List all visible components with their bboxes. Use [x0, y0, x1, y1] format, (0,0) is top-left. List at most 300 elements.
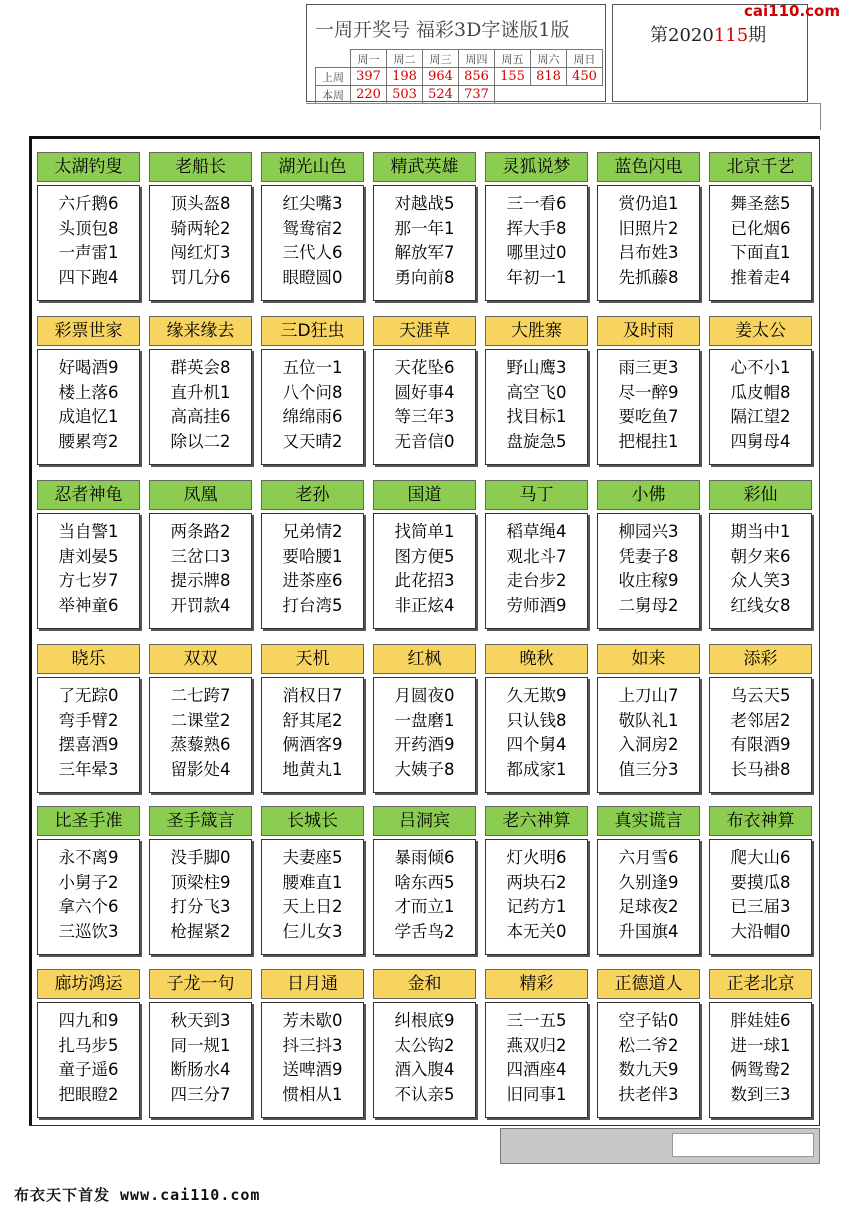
riddle-line: 隔江望2	[730, 407, 791, 426]
riddle-cell	[37, 644, 140, 794]
riddle-line: 蒸藜熟6	[170, 735, 231, 754]
riddle-line: 楼上落6	[58, 382, 119, 402]
riddle-line: 举神童6	[58, 595, 119, 615]
riddle-line: 顶头盔8	[170, 194, 231, 213]
author-name: 正德道人	[597, 969, 700, 999]
author-name: 国道	[373, 480, 476, 510]
riddle-line: 大姨子8	[394, 759, 455, 779]
riddle-line: 野山鹰3	[506, 358, 567, 377]
author-name: 灵狐说梦	[485, 152, 588, 182]
author-name: 太湖钓叟	[37, 152, 140, 182]
riddle-line: 打分飞3	[170, 897, 231, 916]
riddle-line: 啥东西5	[394, 872, 455, 892]
riddle-cell	[709, 480, 812, 630]
riddle-box	[485, 185, 588, 301]
riddle-line: 仨儿女3	[282, 921, 343, 941]
riddle-line: 本无关0	[506, 921, 567, 941]
riddle-box	[597, 349, 700, 465]
author-name: 大胜寨	[485, 316, 588, 346]
this-week-number: 524	[423, 86, 459, 104]
author-name: 湖光山色	[261, 152, 364, 182]
riddle-cell	[37, 969, 140, 1119]
riddle-line: 心不小1	[730, 358, 791, 377]
riddle-line: 众人笑3	[730, 571, 791, 590]
riddle-line: 高空飞0	[506, 382, 567, 402]
riddle-line: 数到三3	[730, 1084, 791, 1104]
riddle-box	[37, 1002, 140, 1118]
riddle-box	[709, 839, 812, 955]
riddle-line: 上刀山7	[618, 686, 679, 705]
riddle-box	[597, 839, 700, 955]
author-name: 子龙一句	[149, 969, 252, 999]
riddle-box	[261, 185, 364, 301]
riddle-line: 二课堂2	[170, 710, 231, 730]
riddle-cell	[373, 152, 476, 302]
author-name: 比圣手准	[37, 806, 140, 836]
riddle-line: 走台步2	[506, 571, 567, 590]
riddle-line: 尽一醉9	[618, 382, 679, 402]
riddle-box	[373, 185, 476, 301]
riddle-box	[485, 677, 588, 793]
riddle-box	[261, 1002, 364, 1118]
riddle-line: 拿六个6	[58, 897, 119, 916]
draw-results-panel	[306, 4, 606, 102]
author-name: 彩仙	[709, 480, 812, 510]
riddle-line: 无音信0	[394, 431, 455, 451]
riddle-line: 燕双归2	[506, 1035, 567, 1055]
riddle-cell	[373, 969, 476, 1119]
riddle-line: 非正炫4	[394, 595, 455, 615]
riddle-box	[485, 513, 588, 629]
riddle-line: 三代人6	[282, 243, 343, 262]
riddle-line: 兄弟情2	[282, 522, 343, 541]
riddle-box	[37, 677, 140, 793]
riddle-line: 绵绵雨6	[282, 407, 343, 426]
riddle-line: 芳未歇0	[282, 1011, 343, 1030]
riddle-line: 四下跑4	[58, 267, 119, 287]
riddle-line: 闯红灯3	[170, 243, 231, 262]
riddle-line: 找简单1	[394, 522, 455, 541]
riddle-line: 眼瞪圆0	[282, 267, 343, 287]
riddle-cell	[597, 644, 700, 794]
riddle-cell	[373, 806, 476, 956]
author-name: 晓乐	[37, 644, 140, 674]
riddle-line: 小舅子2	[58, 872, 119, 892]
author-name: 天涯草	[373, 316, 476, 346]
riddle-line: 进一球1	[730, 1035, 791, 1055]
riddle-line: 圆好事4	[394, 382, 455, 402]
riddle-cell	[709, 644, 812, 794]
riddle-line: 月圆夜0	[394, 686, 455, 705]
riddle-box	[709, 513, 812, 629]
author-name: 双双	[149, 644, 252, 674]
riddle-line: 雨三更3	[618, 358, 679, 377]
this-week-number: 220	[351, 86, 387, 104]
riddle-line: 要摸瓜8	[730, 872, 791, 892]
riddle-line: 顶梁柱9	[170, 872, 231, 892]
riddle-line: 暴雨倾6	[394, 848, 455, 867]
riddle-cell	[149, 316, 252, 466]
riddle-box	[149, 677, 252, 793]
riddle-cell	[485, 480, 588, 630]
riddle-cell	[485, 969, 588, 1119]
riddle-line: 六月雪6	[618, 848, 679, 867]
riddle-line: 惯相从1	[282, 1084, 343, 1104]
riddle-cell	[709, 806, 812, 956]
author-name: 长城长	[261, 806, 364, 836]
riddle-line: 有限酒9	[730, 735, 791, 754]
author-name: 老六神算	[485, 806, 588, 836]
riddle-line: 劳师酒9	[506, 595, 567, 615]
riddle-line: 那一年1	[394, 218, 455, 238]
riddle-line: 好喝酒9	[58, 358, 119, 377]
riddle-cell	[597, 969, 700, 1119]
footer-text[interactable]: 布衣天下首发 www.cai110.com	[14, 1186, 261, 1204]
riddle-cell	[709, 316, 812, 466]
author-name: 日月通	[261, 969, 364, 999]
riddle-line: 俩鸳鸯2	[730, 1060, 791, 1079]
riddle-line: 摆喜酒9	[58, 735, 119, 754]
author-name: 姜太公	[709, 316, 812, 346]
riddle-cell	[709, 969, 812, 1119]
riddle-line: 扶老伴3	[618, 1084, 679, 1104]
riddle-line: 腰累弯2	[58, 431, 119, 451]
riddle-cell	[37, 806, 140, 956]
bottom-panel-inner	[672, 1133, 814, 1157]
riddle-box	[597, 1002, 700, 1118]
riddle-line: 只认钱8	[506, 710, 567, 730]
riddle-line: 一声雷1	[58, 243, 119, 262]
riddle-line: 下面直1	[730, 243, 791, 262]
riddle-line: 三巡饮3	[58, 921, 119, 941]
last-week-number: 964	[423, 68, 459, 86]
author-name: 彩票世家	[37, 316, 140, 346]
author-name: 晚秋	[485, 644, 588, 674]
last-week-label: 上周	[316, 68, 351, 86]
riddle-line: 解放军7	[394, 243, 455, 262]
riddle-cell	[37, 316, 140, 466]
riddle-line: 记药方1	[506, 897, 567, 916]
riddle-line: 成追忆1	[58, 407, 119, 426]
author-name: 如来	[597, 644, 700, 674]
riddle-line: 松二爷2	[618, 1035, 679, 1055]
riddle-line: 瓜皮帽8	[730, 382, 791, 402]
riddle-line: 头顶包8	[58, 218, 119, 238]
riddle-line: 一盘磨1	[394, 710, 455, 730]
riddle-line: 等三年3	[394, 407, 455, 426]
riddle-box	[149, 839, 252, 955]
riddle-cell	[261, 644, 364, 794]
riddle-line: 四酒座4	[506, 1060, 567, 1079]
riddle-cell	[485, 152, 588, 302]
riddle-line: 两条路2	[170, 522, 231, 541]
riddle-box	[709, 349, 812, 465]
riddle-line: 才而立1	[394, 897, 455, 916]
day-header: 周一	[351, 50, 387, 68]
riddle-line: 三年晕3	[58, 759, 119, 779]
author-name: 老孙	[261, 480, 364, 510]
riddle-cell	[149, 969, 252, 1119]
riddle-cell	[485, 806, 588, 956]
author-name: 天机	[261, 644, 364, 674]
author-name: 及时雨	[597, 316, 700, 346]
riddle-line: 又天晴2	[282, 431, 343, 451]
riddle-line: 红线女8	[730, 595, 791, 615]
riddle-line: 断肠水4	[170, 1060, 231, 1079]
author-name: 红枫	[373, 644, 476, 674]
riddle-line: 赏仍追1	[618, 194, 679, 213]
riddle-cell	[597, 152, 700, 302]
riddle-line: 数九天9	[618, 1060, 679, 1079]
header-divider	[306, 103, 821, 130]
riddle-box	[373, 839, 476, 955]
riddle-line: 长马褂8	[730, 759, 791, 779]
riddle-line: 纠根底9	[394, 1011, 455, 1030]
riddle-line: 足球夜2	[618, 897, 679, 916]
riddle-line: 柳园兴3	[618, 522, 679, 541]
riddle-line: 除以二2	[170, 431, 231, 451]
riddle-line: 秋天到3	[170, 1011, 231, 1030]
author-name: 蓝色闪电	[597, 152, 700, 182]
riddle-line: 凭妻子8	[618, 546, 679, 566]
riddle-cell	[37, 480, 140, 630]
riddle-line: 开罚款4	[170, 595, 231, 615]
riddle-line: 红尖嘴3	[282, 194, 343, 213]
riddle-cell	[37, 152, 140, 302]
riddle-line: 天花坠6	[394, 358, 455, 377]
riddle-line: 乌云天5	[730, 686, 791, 705]
riddle-cell	[261, 152, 364, 302]
riddle-line: 年初一1	[506, 267, 567, 287]
author-name: 马丁	[485, 480, 588, 510]
riddle-line: 抖三抖3	[282, 1035, 343, 1055]
riddle-line: 久别逢9	[618, 872, 679, 892]
riddle-box	[709, 1002, 812, 1118]
author-name: 北京千艺	[709, 152, 812, 182]
last-week-number: 397	[351, 68, 387, 86]
riddle-line: 久无欺9	[506, 686, 567, 705]
riddle-line: 哪里过0	[506, 243, 567, 262]
riddle-line: 俩酒客9	[282, 735, 343, 754]
author-name: 廊坊鸿运	[37, 969, 140, 999]
riddle-box	[373, 513, 476, 629]
riddle-line: 大沿帽0	[730, 921, 791, 941]
riddle-line: 旧照片2	[618, 218, 679, 238]
riddle-cell	[261, 316, 364, 466]
riddle-cell	[485, 316, 588, 466]
riddle-box	[261, 513, 364, 629]
riddle-cell	[149, 480, 252, 630]
riddle-line: 此花招3	[394, 571, 455, 590]
riddle-cell	[149, 152, 252, 302]
author-name: 忍者神龟	[37, 480, 140, 510]
riddle-line: 胖娃娃6	[730, 1011, 791, 1030]
riddle-box	[37, 513, 140, 629]
riddle-box	[37, 839, 140, 955]
riddle-cell	[149, 806, 252, 956]
riddle-box	[373, 677, 476, 793]
riddle-cell	[597, 480, 700, 630]
riddle-line: 空子钻0	[618, 1011, 679, 1030]
riddle-line: 收庄稼9	[618, 571, 679, 590]
last-week-number: 818	[531, 68, 567, 86]
riddle-line: 把棍拄1	[618, 431, 679, 451]
riddle-box	[485, 839, 588, 955]
riddle-line: 值三分3	[618, 759, 679, 779]
riddle-line: 爬大山6	[730, 848, 791, 867]
riddle-line: 三一看6	[506, 194, 567, 213]
author-name: 圣手箴言	[149, 806, 252, 836]
riddle-line: 当自警1	[58, 522, 119, 541]
last-week-number: 856	[459, 68, 495, 86]
riddle-line: 升国旗4	[618, 921, 679, 941]
riddle-box	[149, 1002, 252, 1118]
day-header: 周五	[495, 50, 531, 68]
page-title: 一周开奖号 福彩3D字谜版1版	[315, 19, 570, 41]
riddle-box	[149, 185, 252, 301]
riddle-cell	[485, 644, 588, 794]
riddle-line: 找目标1	[506, 407, 567, 426]
day-header: 周日	[567, 50, 603, 68]
riddle-cell	[149, 644, 252, 794]
riddle-box	[261, 677, 364, 793]
last-week-number: 198	[387, 68, 423, 86]
riddle-line: 群英会8	[170, 358, 231, 377]
riddle-line: 四九和9	[58, 1011, 119, 1030]
riddle-line: 要哈腰1	[282, 546, 343, 566]
riddle-box	[709, 677, 812, 793]
riddle-cell	[373, 480, 476, 630]
author-name: 精彩	[485, 969, 588, 999]
riddle-line: 送啤酒9	[282, 1060, 343, 1079]
riddle-line: 挥大手8	[506, 218, 567, 238]
riddle-box	[373, 1002, 476, 1118]
riddle-line: 扎马步5	[58, 1035, 119, 1055]
riddle-line: 二舅母2	[618, 595, 679, 615]
riddle-line: 舞圣慈5	[730, 194, 791, 213]
riddle-line: 夫妻座5	[282, 848, 343, 867]
riddle-line: 留影处4	[170, 759, 231, 779]
author-name: 三D狂虫	[261, 316, 364, 346]
riddle-line: 地黄丸1	[282, 759, 343, 779]
author-name: 金和	[373, 969, 476, 999]
riddle-line: 吕布姓3	[618, 243, 679, 262]
riddle-box	[261, 349, 364, 465]
riddle-line: 腰难直1	[282, 872, 343, 892]
riddle-box	[597, 513, 700, 629]
riddle-cell	[597, 316, 700, 466]
author-name: 正老北京	[709, 969, 812, 999]
riddle-line: 舒其尾2	[282, 710, 343, 730]
riddle-line: 要吃鱼7	[618, 407, 679, 426]
riddle-line: 三一五5	[506, 1011, 567, 1030]
riddle-line: 八个问8	[282, 382, 343, 402]
riddle-line: 同一规1	[170, 1035, 231, 1055]
riddle-line: 罚几分6	[170, 267, 231, 287]
riddle-cell	[373, 644, 476, 794]
riddle-line: 先抓藤8	[618, 267, 679, 287]
riddle-line: 旧同事1	[506, 1084, 567, 1104]
riddle-cell	[261, 480, 364, 630]
day-header: 周六	[531, 50, 567, 68]
riddle-line: 敬队礼1	[618, 710, 679, 730]
riddle-line: 了无踪0	[58, 686, 119, 705]
riddle-line: 弯手臂2	[58, 710, 119, 730]
riddle-line: 二七跨7	[170, 686, 231, 705]
last-week-number: 155	[495, 68, 531, 86]
riddle-box	[485, 1002, 588, 1118]
riddle-cell	[709, 152, 812, 302]
riddle-box	[37, 185, 140, 301]
site-logo[interactable]: cai110.com	[744, 2, 840, 20]
riddle-line: 太公钩2	[394, 1035, 455, 1055]
author-name: 老船长	[149, 152, 252, 182]
riddle-line: 消权日7	[282, 686, 343, 705]
riddle-line: 学舌鸟2	[394, 921, 455, 941]
author-name: 小佛	[597, 480, 700, 510]
riddle-line: 童子遥6	[58, 1060, 119, 1079]
riddle-line: 四舅母4	[730, 431, 791, 451]
riddle-line: 入洞房2	[618, 735, 679, 754]
riddle-box	[37, 349, 140, 465]
riddle-line: 方七岁7	[58, 571, 119, 590]
riddle-line: 骑两轮2	[170, 218, 231, 238]
author-name: 布衣神算	[709, 806, 812, 836]
day-header: 周二	[387, 50, 423, 68]
riddle-line: 四个舅4	[506, 735, 567, 754]
author-name: 凤凰	[149, 480, 252, 510]
riddle-line: 老邻居2	[730, 710, 791, 730]
author-name: 添彩	[709, 644, 812, 674]
riddle-box	[709, 185, 812, 301]
weekly-results-table	[315, 49, 603, 104]
riddle-line: 不认亲5	[394, 1084, 455, 1104]
riddle-line: 勇向前8	[394, 267, 455, 287]
riddle-box	[485, 349, 588, 465]
riddle-cell	[261, 806, 364, 956]
riddle-line: 盘旋急5	[506, 431, 567, 451]
author-name: 缘来缘去	[149, 316, 252, 346]
riddle-line: 枪握紧2	[170, 921, 231, 941]
riddle-line: 两块石2	[506, 872, 567, 892]
riddle-line: 三岔口3	[170, 546, 231, 566]
riddle-line: 已化烟6	[730, 218, 791, 238]
author-name: 精武英雄	[373, 152, 476, 182]
riddle-line: 推着走4	[730, 267, 791, 287]
riddle-line: 四三分7	[170, 1084, 231, 1104]
this-week-number: 503	[387, 86, 423, 104]
riddle-cell	[261, 969, 364, 1119]
riddle-box	[149, 513, 252, 629]
day-header: 周四	[459, 50, 495, 68]
riddle-line: 朝夕来6	[730, 546, 791, 566]
day-header: 周三	[423, 50, 459, 68]
this-week-label: 本周	[316, 86, 351, 104]
riddle-line: 开药酒9	[394, 735, 455, 754]
riddle-line: 唐刘晏5	[58, 546, 119, 566]
riddle-line: 鸳鸯宿2	[282, 218, 343, 238]
riddle-box	[373, 349, 476, 465]
riddle-line: 把眼瞪2	[58, 1084, 119, 1104]
riddle-cell	[597, 806, 700, 956]
riddle-line: 观北斗7	[506, 546, 567, 566]
riddle-line: 期当中1	[730, 522, 791, 541]
riddle-line: 天上日2	[282, 897, 343, 916]
riddle-line: 没手脚0	[170, 848, 231, 867]
riddle-line: 五位一1	[282, 358, 343, 377]
riddle-box	[597, 677, 700, 793]
this-week-number: 737	[459, 86, 495, 104]
